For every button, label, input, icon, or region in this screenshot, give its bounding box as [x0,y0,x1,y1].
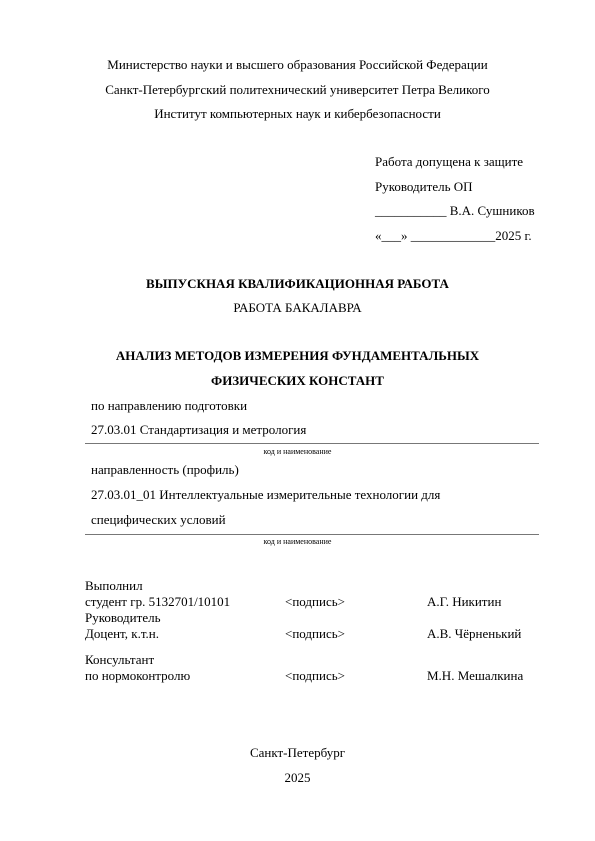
profile-value-line2: специфических условий [91,512,226,527]
consultant-heading: Консультант [85,652,155,667]
work-title-line2: ФИЗИЧЕСКИХ КОНСТАНТ [211,373,384,388]
approval-signature-line: ___________ В.А. Сушников [375,203,535,218]
supervisor-role: Доцент, к.т.н. [85,626,159,641]
institute-line: Институт компьютерных наук и кибербезопасности [154,106,441,121]
performer-name: А.Г. Никитин [427,594,502,609]
profile-value-line1: 27.03.01_01 Интеллектуальные измерительные технологии для [91,487,441,502]
supervisor-heading: Руководитель [85,610,161,625]
footer-year: 2025 [284,770,311,785]
direction-caption: код и наименование [263,447,332,456]
ministry-line: Министерство науки и высшего образования Российской Федерации [107,57,488,72]
supervisor-name: А.В. Чёрненький [427,626,522,641]
performer-role: студент гр. 5132701/10101 [85,594,231,609]
supervisor-signature: <подпись> [285,626,345,641]
university-line: Санкт-Петербургский политехнический университет Петра Великого [105,82,490,97]
direction-label: по направлению подготовки [91,398,248,413]
performer-signature: <подпись> [285,594,345,609]
profile-underline [85,534,539,535]
work-subtype: РАБОТА БАКАЛАВРА [233,300,362,315]
consultant-role: по нормоконтролю [85,668,191,683]
approval-date-line: «___» _____________2025 г. [375,228,532,243]
work-type: ВЫПУСКНАЯ КВАЛИФИКАЦИОННАЯ РАБОТА [146,276,449,291]
approval-admitted: Работа допущена к защите [375,154,524,169]
profile-label: направленность (профиль) [91,462,239,477]
direction-value: 27.03.01 Стандартизация и метрология [91,422,307,437]
footer-city: Санкт-Петербург [249,745,346,760]
consultant-name: М.Н. Мешалкина [427,668,524,683]
work-title-line1: АНАЛИЗ МЕТОДОВ ИЗМЕРЕНИЯ ФУНДАМЕНТАЛЬНЫХ [115,348,480,363]
consultant-signature: <подпись> [285,668,345,683]
profile-caption: код и наименование [263,537,332,546]
performer-heading: Выполнил [85,578,143,593]
approval-head: Руководитель ОП [375,179,473,194]
direction-underline [85,443,539,444]
